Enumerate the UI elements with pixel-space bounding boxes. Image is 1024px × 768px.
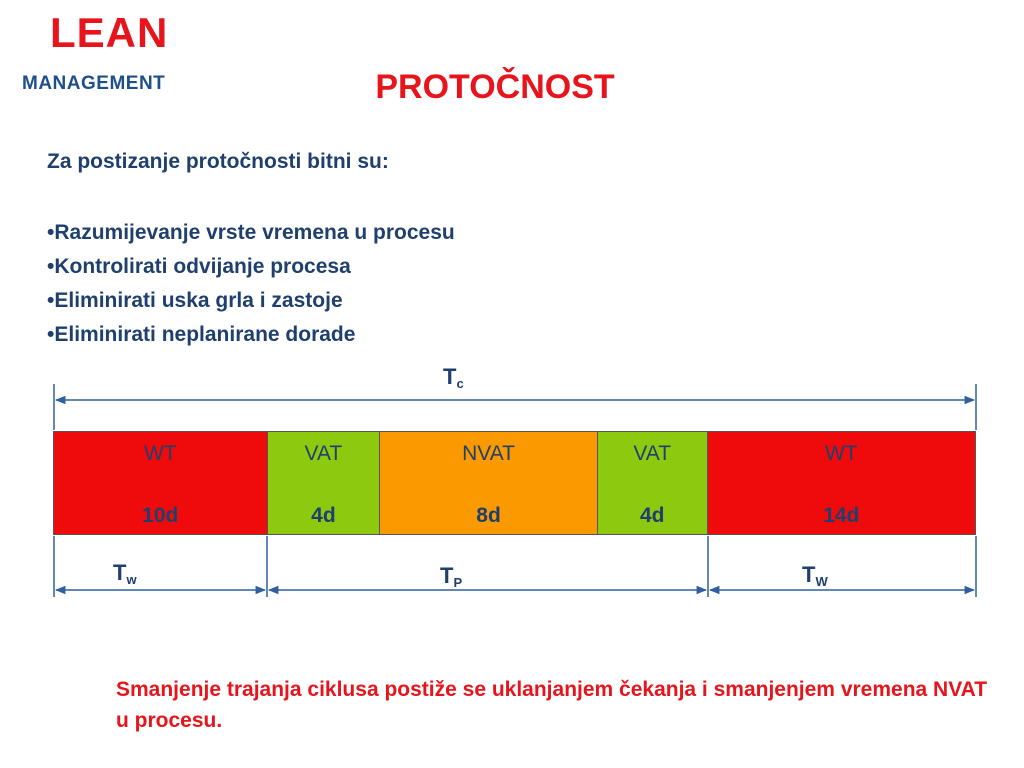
segment-vat bbox=[268, 432, 381, 534]
segment-label: WT bbox=[143, 442, 177, 465]
bullet-item: •Eliminirati uska grla i zastoje bbox=[47, 289, 343, 312]
segment-value: 10d bbox=[142, 504, 179, 527]
segment-value: 4d bbox=[311, 504, 336, 527]
bullet-item: •Razumijevanje vrste vremena u procesu bbox=[47, 221, 455, 244]
segment-value: 8d bbox=[476, 504, 501, 527]
page-title-text: PROTOČNOST bbox=[375, 68, 615, 106]
segment-label: VAT bbox=[633, 442, 672, 465]
logo-management: MANAGEMENT bbox=[22, 73, 166, 94]
time-bar bbox=[53, 431, 976, 535]
tw-left-label: $T_w$ bbox=[113, 560, 137, 587]
conclusion-text: Smanjenje trajanja ciklusa postiže se uklanjanjem čekanja i smanjenjem vremena NVAT u procesu. bbox=[116, 678, 988, 732]
segment-value: 14d bbox=[823, 504, 860, 527]
tw-right-label: $T_W$ bbox=[802, 562, 828, 589]
intro-text: Za postizanje protočnosti bitni su: bbox=[47, 150, 389, 173]
segment-label: NVAT bbox=[462, 442, 515, 465]
bullet-item: •Eliminirati neplanirane dorade bbox=[47, 323, 356, 346]
tc-label: $T_c$ bbox=[443, 364, 464, 391]
bullet-item: •Kontrolirati odvijanje procesa bbox=[47, 255, 351, 278]
segment-value: 4d bbox=[639, 504, 665, 527]
segment-vat bbox=[598, 432, 708, 534]
logo-lean: LEAN bbox=[50, 9, 169, 56]
segment-label: VAT bbox=[304, 442, 343, 465]
tp-label: $T_P$ bbox=[440, 563, 463, 590]
segment-wt bbox=[708, 432, 975, 534]
segment-wt bbox=[54, 432, 268, 534]
segment-label: WT bbox=[824, 442, 858, 465]
segment-nvat bbox=[380, 432, 598, 534]
